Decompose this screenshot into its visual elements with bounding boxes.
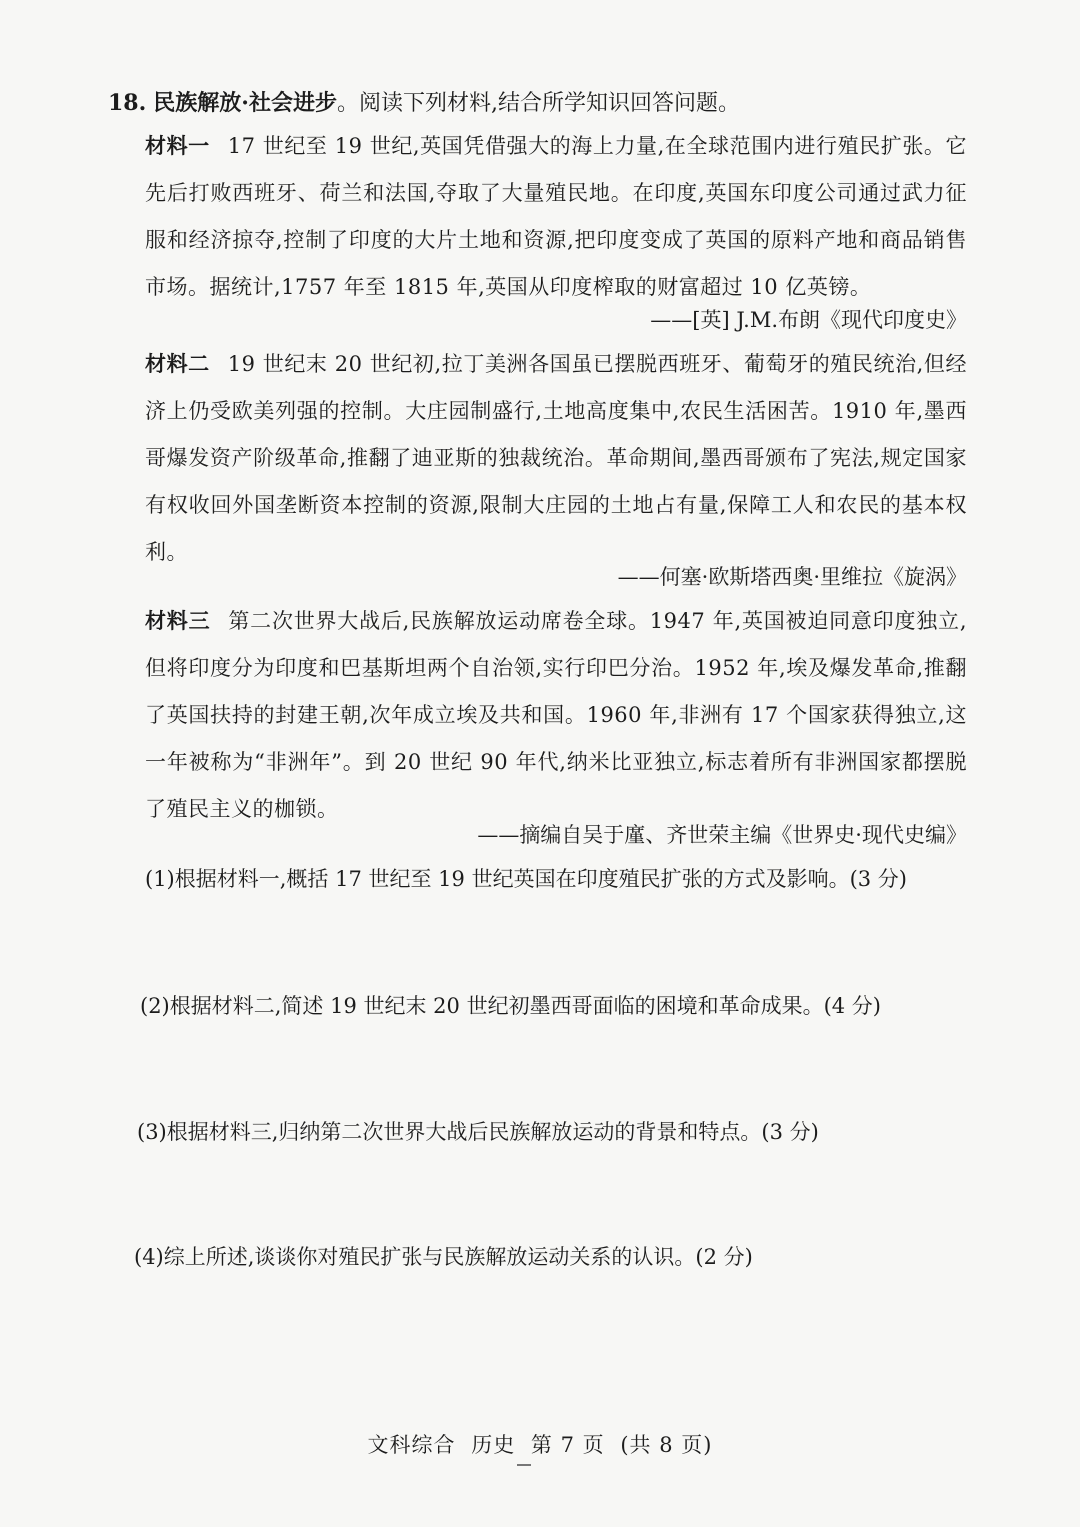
question-number: 18. [108, 90, 147, 116]
material-three-text: 第二次世界大战后,民族解放运动席卷全球。1947 年,英国被迫同意印度独立,但将印度分为印度和巴基斯坦两个自治领,实行印巴分治。1952 年,埃及爆发革命,推翻了英国扶持的封建王朝,次年成立埃及共和国。1960 年,非洲有 17 个国家获得独立,这一年被称为“非洲年”。到 20 世纪 90 年代,纳米比亚独立,标志着所有非洲国家都摆脱了殖民主义的枷锁。 [145, 609, 967, 821]
sub-question-2: (2)根据材料二,简述 19 世纪末 20 世纪初墨西哥面临的困境和革命成果。(4 分) [140, 994, 881, 1018]
material-three [145, 597, 967, 833]
footer-mark [517, 1464, 531, 1466]
material-three-label: 材料三 [145, 608, 211, 633]
question-instruction: 。阅读下列材料,结合所学知识回答问题。 [336, 91, 740, 116]
page-footer [0, 1430, 1080, 1460]
material-one [145, 122, 967, 311]
footer-course: 历史 [471, 1433, 516, 1457]
material-one-label: 材料一 [145, 133, 210, 158]
material-two-label: 材料二 [145, 351, 210, 376]
sub-question-4: (4)综上所述,谈谈你对殖民扩张与民族解放运动关系的认识。(2 分) [134, 1245, 753, 1269]
question-heading [108, 88, 740, 119]
material-one-source: ——[英] J.M.布朗《现代印度史》 [650, 308, 967, 332]
question-topic: 民族解放·社会进步 [153, 90, 337, 116]
material-three-source: ——摘编自吴于廑、齐世荣主编《世界史·现代史编》 [477, 823, 967, 847]
footer-page: 第 7 页 [530, 1433, 605, 1457]
material-two-source: ——何塞·欧斯塔西奥·里维拉《旋涡》 [617, 565, 967, 589]
sub-question-1: (1)根据材料一,概括 17 世纪至 19 世纪英国在印度殖民扩张的方式及影响。(3 分) [145, 867, 907, 891]
footer-total: (共 8 页) [620, 1433, 713, 1457]
sub-question-3: (3)根据材料三,归纳第二次世界大战后民族解放运动的背景和特点。(3 分) [137, 1120, 819, 1144]
footer-subject: 文科综合 [367, 1433, 456, 1457]
material-one-text: 17 世纪至 19 世纪,英国凭借强大的海上力量,在全球范围内进行殖民扩张。它先后打败西班牙、荷兰和法国,夺取了大量殖民地。在印度,英国东印度公司通过武力征服和经济掠夺,控制了印度的大片土地和资源,把印度变成了英国的原料产地和商品销售市场。据统计,1757 年至 1815 年,英国从印度榨取的财富超过 10 亿英镑。 [145, 134, 967, 299]
material-two [145, 340, 967, 576]
material-two-text: 19 世纪末 20 世纪初,拉丁美洲各国虽已摆脱西班牙、葡萄牙的殖民统治,但经济上仍受欧美列强的控制。大庄园制盛行,土地高度集中,农民生活困苦。1910 年,墨西哥爆发资产阶级革命,推翻了迪亚斯的独裁统治。革命期间,墨西哥颁布了宪法,规定国家有权收回外国垄断资本控制的资源,限制大庄园的土地占有量,保障工人和农民的基本权利。 [145, 352, 967, 564]
